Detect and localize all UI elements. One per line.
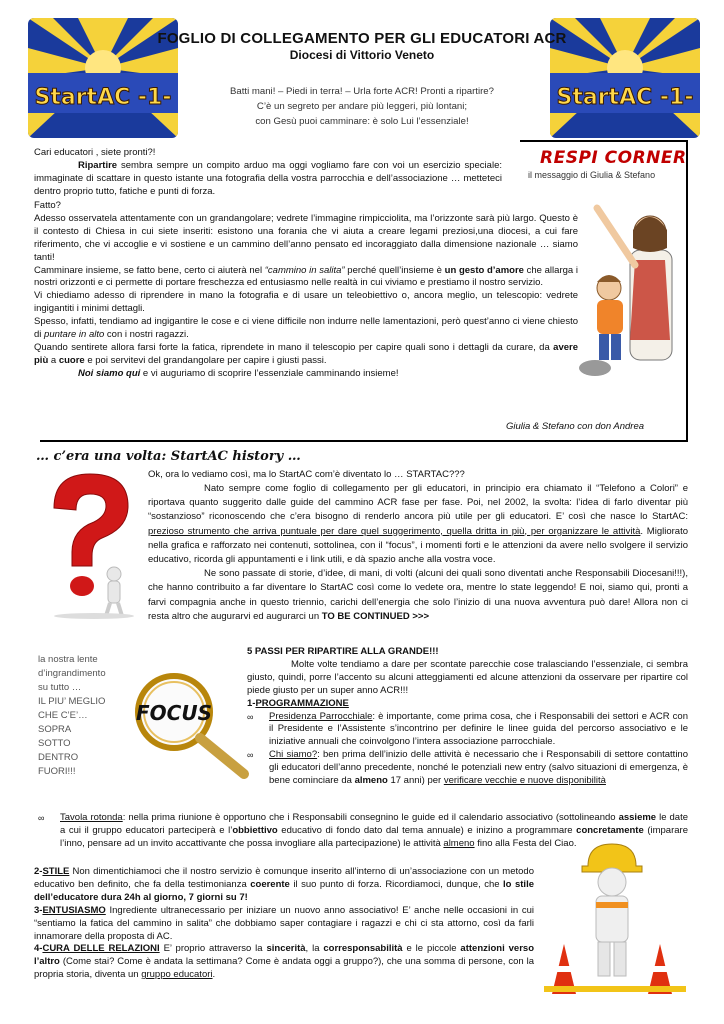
jesus-and-child-illustration <box>575 190 683 380</box>
focus-side-note: la nostra lente d’ingrandimento su tutto … IL PIU’ MEGLIO CHE C’E’… SOPRA SOTTO DENTRO FUORI!!! <box>38 654 106 777</box>
construction-worker-illustration <box>540 836 690 996</box>
page-subtitle: Diocesi di Vittorio Veneto <box>289 48 435 62</box>
frame-line <box>686 140 688 440</box>
magnifying-glass-icon <box>124 662 254 782</box>
history-title: … c’era una volta: StartAC history … <box>36 449 301 464</box>
focus-tavola-rotonda: ∞ Tavola rotonda: nella prima riunione è opportuno che i Responsabili consegnino le guide ed il calendario associativo (sottolineando assieme le date a cui il gruppo educatori parteciperà e l’obbiettivo educativo di fondo dato dal tema annuale) e inizino a programmare concretamente (imparare l’inno, pensare ad un invito accattivante che possa invogliare alla partecipazione) le attività almeno fino alla Festa del Ciao. <box>38 812 688 851</box>
logo-text: StartAC -1- <box>34 85 172 110</box>
respi-corner-subtitle: il messaggio di Giulia & Stefano <box>528 170 656 180</box>
header-poem: Batti mani! – Piedi in terra! – Urla forte ACR! Pronti a ripartire? C’è un segreto per andare più leggeri, più lontani; con Gesù puoi camminare: è solo Lui l’essenziale! <box>230 86 494 127</box>
focus-body: 5 PASSI PER RIPARTIRE ALLA GRANDE!!! Molte volte tendiamo a dare per scontate parecchie cose tralasciando l’essenziale, ci sembra giusto, quindi, porre l’accento su alcuni atteggiamenti ed alcune attenzioni da osservare per ripartire col piede giusto per un super anno ACR!!! 1-PROGRAMMAZIONE ∞ Presidenza Parrocchiale: è importante, come prima cosa, che i Responsabili dei settori e ACR con il Presidente e l’Assistente s’incontrino per definire le linee guida del percorso associativo e le iniziative annuali che coinvolgono l’intera associazione parrocchiale. ∞ Chi siamo?: ben prima dell’inizio delle attività è necessario che i Responsabili di settore contattino gli educatori dell’anno precedente, nonché le potenziali new entry (salvo situazioni di emergenza, è bene cominciare da almeno 17 anni) per verificare vecchie e nuove disponibilità <box>247 646 688 788</box>
logo-text: StartAC -1- <box>556 85 694 110</box>
focus-label: FOCUS <box>136 701 212 725</box>
history-body: Ok, ora lo vediamo così, ma lo StartAC com’è diventato lo … STARTAC??? Nato sempre come foglio di collegamento per gli educatori, in principio era chiamato il “Telefono a Colori” e riportava quanto suggerito dalle guide del cammino ACR fase per fase. Poi, nel 2002, la svolta: l’idea di farlo diventar più “sostanzioso” riconoscendo che c’era bisogno di renderlo ancora più utile per gli educatori. E’ così che nasce lo StartAC: prezioso strumento che arriva puntuale per dare quel suggerimento, quella dritta in più, per organizzare le attività. Migliorato nella grafica e rafforzato nei contenuti, sottolinea, con il “focus”, i momenti forti e le attenzioni da avere nello svolgere il servizio educativo, ricorda gli appuntamenti e i link utili, e dà spazio anche alla vostra voce. Ne sono passate di storie, d’idee, di mani, di volti (alcuni dei quali sono diventati anche Responsabili Diocesani!!!), che hanno contribuito a far diventare lo StartAC così come lo vedete ora, mentre lo state leggendo! E noi, siamo qui, pronti a farvi compagnia anche in questo triennio, carichi dell’energia che solo l’inizio di una nuova avventura può dare! Allora non ci resta altro che augurarvi ed augurarci un TO BE CONTINUED >>> <box>148 469 688 622</box>
page-title: FOGLIO DI COLLEGAMENTO PER GLI EDUCATORI ACR <box>157 30 567 47</box>
letter-body: Cari educatori , siete pronti?! <box>34 147 156 158</box>
respi-corner-title: RESPI CORNER <box>540 148 687 168</box>
focus-steps: 2-STILE Non dimentichiamoci che il nostro servizio è comunque inserito all’interno di un’associazione con un metodo educativo ben definito, che fa della testimonianza coerente il suo punto di forza. Ricordiamoci, dunque, che lo stile dell’educatore dura 24h al giorno, 7 giorni su 7! 3-ENTUSIASMO Ingrediente ultranecessario per iniziare un nuovo anno associativo! E’ anche nelle occasioni in cui “sentiamo la fatica del cammino in salita” che dobbiamo saper contagiare i ragazzi e chi ci sta attorno, così da farli innamorare della proposta di AC. 4-CURA DELLE RELAZIONI E’ proprio attraverso la sincerità, la corresponsabilità e le piccole attenzioni verso l’altro (Come stai? Come è andata la settimana? Come è andata oggi a gruppo?), che una somma di persone, con la propria storia, diventa un gruppo educatori. <box>34 866 535 981</box>
frame-line <box>520 140 688 142</box>
frame-line <box>40 440 688 442</box>
question-mark-illustration <box>36 470 144 620</box>
letter-signature: Giulia & Stefano con don Andrea <box>506 421 645 432</box>
letter-paragraph-1: Ripartire sembra sempre un compito arduo ma oggi vogliamo fare con voi un esercizio speciale: immaginate di scattare in questo istante una fotografia della vostra parrocchia e dell’associazione … metteteci dentro proprio tutto, fatiche e punti di forza. <box>34 160 502 197</box>
letter-paragraph-2: Fatto? Adesso osservatela attentamente con un grandangolare; vedrete l’immagine rimpicciolita, ma l’orizzonte sarà più largo. Questo è il contesto di Chiesa in cui siete inseriti: esistono una forania che vi aiuta a creare legami preziosi,una diocesi, a cui fare riferimento, che vi accoglie e vi sostiene e un cammino dell’anno pensato ed incoraggiato dalla dimensione nazionale … siamo tanti! Camminare insieme, se fatto bene, certo ci aiuterà nel “cammino in salita” perché quell’insieme è un gesto d’amore che allarga i nostri orizzonti e ci permette di portare freschezza ed entusiasmo nelle realtà in cui viviamo e prestiamo il nostro servizio. Vi chiediamo adesso di riprendere in mano la fotografia e di usare un teleobiettivo o, ancora meglio, un telescopio: vedrete ingigantiti i minimi dettagli. Spesso, infatti, tendiamo ad ingigantire le cose e ci viene difficile non indurre nelle lamentazioni, però quest’anno ci viene chiesto di puntare in alto con i nostri ragazzi. Quando sentirete allora farsi forte la fatica, riprendete in mano il telescopio per capire quali sono i dettagli da curare, da avere più a cuore e poi servitevi del grandangolare per capire i giusti passi. Noi siamo qui e vi auguriamo di scoprire l’essenziale camminando insieme! <box>34 200 578 379</box>
